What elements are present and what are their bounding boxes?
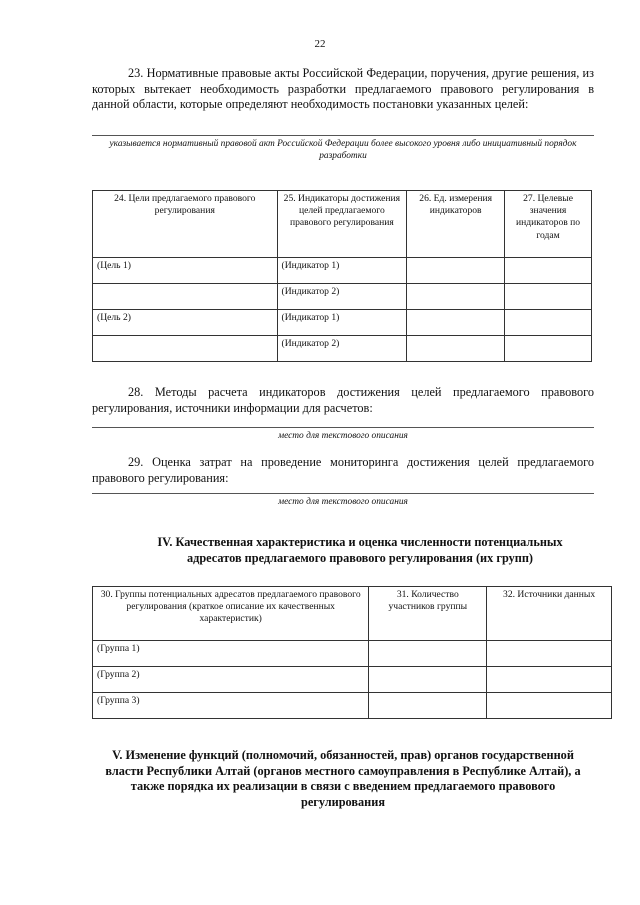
table-cell: (Цель 2): [93, 310, 278, 336]
section-29-text: 29. Оценка затрат на проведение мониторинга достижения целей предлагаемого правового регулирования:: [92, 455, 594, 485]
section-23-text: 23. Нормативные правовые акты Российской Федерации, поручения, другие решения, из которых вытекает необходимость разработки предлагаемого правового регулирования в данной области, которые определяют необходимость постановки указанных целей:: [92, 66, 594, 111]
table-row: [93, 310, 592, 336]
section-v-heading: V. Изменение функций (полномочий, обязанностей, прав) органов государственной власти Республики Алтай (органов местного самоуправления в Республике Алтай), а также порядка их реализации в связи с введением предлагаемого правового регулирования: [105, 748, 581, 809]
table-row: [93, 641, 612, 667]
table-cell: [93, 336, 278, 362]
groups-header-sources: 32. Источники данных: [487, 587, 612, 641]
table-cell: [369, 667, 487, 693]
goals-table-header-row: [93, 191, 592, 258]
table-row: [93, 693, 612, 719]
table-row: [93, 284, 592, 310]
table-cell: [407, 258, 505, 284]
section-23-note: указывается нормативный правовой акт Российской Федерации более высокого уровня либо инициативный порядок разработки: [109, 139, 577, 161]
table-cell: (Индикатор 1): [277, 258, 407, 284]
table-cell: [505, 310, 592, 336]
table-cell: [407, 284, 505, 310]
table-cell: [505, 258, 592, 284]
table-cell: [505, 336, 592, 362]
table-cell: (Индикатор 1): [277, 310, 407, 336]
section-29-fill-line: [92, 493, 594, 494]
section-iv-heading: IV. Качественная характеристика и оценка численности потенциальных адресатов предлагаемого правового регулирования (их групп): [157, 535, 563, 565]
table-cell: [487, 667, 612, 693]
table-cell: (Индикатор 2): [277, 284, 407, 310]
groups-header-groups: 30. Группы потенциальных адресатов предлагаемого правового регулирования (краткое описание их качественных характеристик): [93, 587, 369, 641]
table-cell: (Группа 3): [93, 693, 369, 719]
table-cell: [93, 284, 278, 310]
page-number: 22: [314, 38, 326, 50]
table-cell: (Индикатор 2): [277, 336, 407, 362]
table-row: [93, 336, 592, 362]
groups-table-header-row: [93, 587, 612, 641]
section-28-text: 28. Методы расчета индикаторов достижения целей предлагаемого правового регулирования, источники информации для расчетов:: [92, 385, 594, 415]
section-28-fill-line: [92, 427, 594, 428]
goals-header-goals: 24. Цели предлагаемого правового регулирования: [93, 191, 278, 258]
table-row: [93, 667, 612, 693]
section-23-fill-line: [92, 135, 594, 136]
table-cell: [407, 310, 505, 336]
table-cell: (Группа 2): [93, 667, 369, 693]
goals-header-target-values: 27. Целевые значения индикаторов по годам: [505, 191, 592, 258]
table-cell: (Группа 1): [93, 641, 369, 667]
goals-header-indicators: 25. Индикаторы достижения целей предлагаемого правового регулирования: [277, 191, 407, 258]
goals-header-units: 26. Ед. измерения индикаторов: [407, 191, 505, 258]
table-cell: [487, 693, 612, 719]
table-row: [93, 258, 592, 284]
table-cell: [487, 641, 612, 667]
table-cell: [407, 336, 505, 362]
section-29-note: место для текстового описания: [278, 497, 408, 507]
table-cell: [369, 693, 487, 719]
table-cell: (Цель 1): [93, 258, 278, 284]
goals-table: [92, 190, 592, 362]
groups-table: [92, 586, 612, 719]
table-cell: [369, 641, 487, 667]
section-28-note: место для текстового описания: [278, 431, 408, 441]
groups-header-count: 31. Количество участников группы: [369, 587, 487, 641]
table-cell: [505, 284, 592, 310]
